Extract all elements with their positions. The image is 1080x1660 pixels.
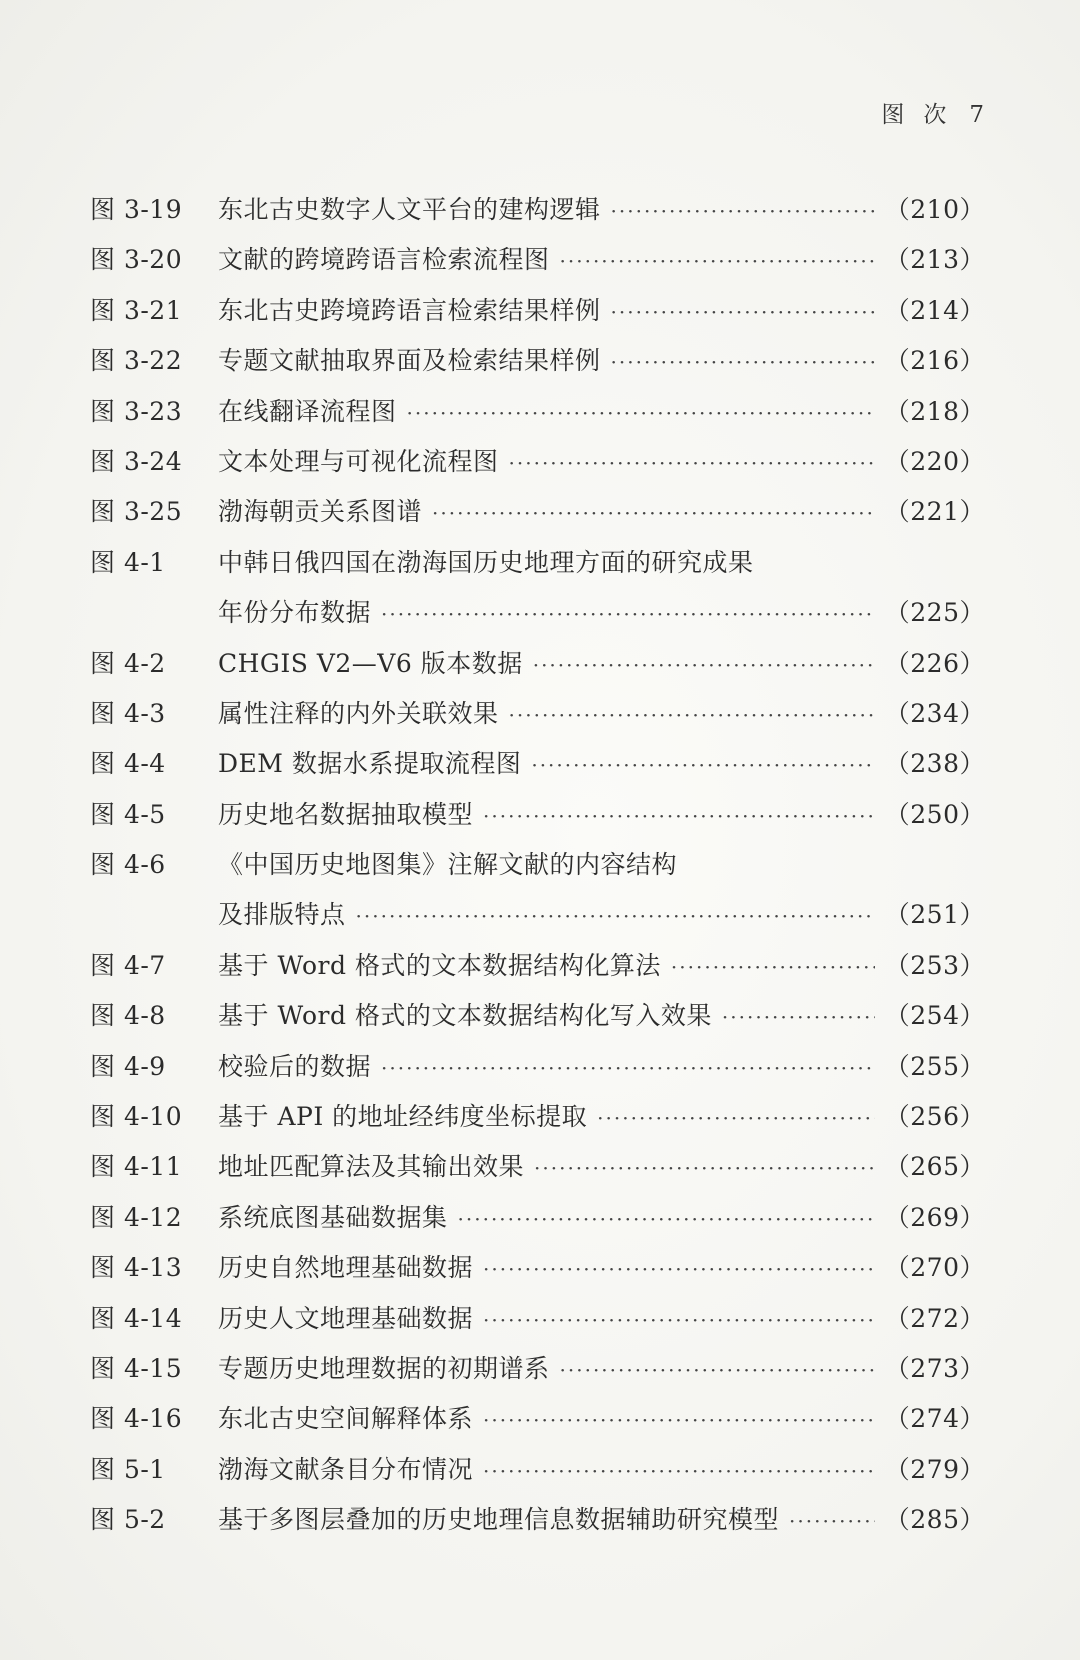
dot-leader [483,1244,875,1294]
figure-label: 图 3-21 [90,295,183,325]
page-reference: （218） [884,396,985,426]
figure-title: 文本处理与可视化流程图 [218,446,499,476]
figure-title: 系统底图基础数据集 [218,1202,448,1232]
figure-title: 在线翻译流程图 [218,396,397,426]
toc-entry[interactable] [90,387,985,437]
page-reference: （279） [884,1454,985,1484]
dot-leader [483,1295,875,1345]
toc-entry[interactable] [90,1042,985,1092]
figure-label: 图 4-1 [90,547,166,577]
toc-entry[interactable] [90,689,985,739]
figure-label: 图 3-24 [90,446,183,476]
page-reference: （251） [884,900,985,930]
figure-label: 图 4-10 [90,1102,183,1132]
page-reference: （213） [884,245,985,275]
toc-entry-line [90,387,985,437]
figure-label: 图 4-2 [90,648,166,678]
running-head-char-2: 次 [923,102,948,128]
figure-title: 基于 Word 格式的文本数据结构化算法 [218,950,661,980]
toc-entry-line [90,840,985,890]
figure-label: 图 3-23 [90,396,183,426]
toc-entry-line [90,286,985,336]
dot-leader [611,186,875,236]
dot-leader [597,1093,875,1143]
toc-entry[interactable] [90,1495,985,1545]
toc-entry[interactable] [90,1445,985,1495]
toc-entry[interactable] [90,487,985,537]
toc-entry[interactable] [90,991,985,1041]
page-reference: （254） [884,1001,985,1031]
dot-leader [483,1395,875,1445]
toc-entry[interactable] [90,840,985,941]
figure-title: 渤海文献条目分布情况 [218,1454,474,1484]
figure-title: 东北古史数字人文平台的建构逻辑 [218,195,601,224]
dot-leader [381,1043,875,1093]
toc-entry[interactable] [90,639,985,689]
toc-entry-line [90,487,985,537]
page-reference: （216） [884,346,985,376]
page-reference: （220） [884,446,985,476]
dot-leader [483,1446,875,1496]
toc-entry[interactable] [90,1294,985,1344]
page-reference: （285） [884,1505,985,1535]
toc-entry[interactable] [90,286,985,336]
toc-entry-line [90,1092,985,1142]
dot-leader [483,791,875,841]
figure-title: CHGIS V2—V6 版本数据 [218,648,523,678]
page-reference: （274） [884,1404,985,1434]
toc-entry-line [90,1495,985,1545]
dot-leader [789,1496,875,1546]
figure-title: 专题文献抽取界面及检索结果样例 [218,346,601,376]
toc-entry[interactable] [90,538,985,639]
figure-title: 属性注释的内外关联效果 [218,698,499,728]
toc-entry[interactable] [90,1193,985,1243]
figure-title: 校验后的数据 [218,1051,372,1081]
page-reference: （273） [884,1353,985,1383]
toc-entry[interactable] [90,235,985,285]
figure-title: 东北古史跨境跨语言检索结果样例 [218,295,601,325]
running-head-char-1: 图 [881,102,906,128]
toc-entry-line [90,336,985,386]
list-of-figures [90,185,985,1546]
toc-entry[interactable] [90,1344,985,1394]
figure-title: 中韩日俄四国在渤海国历史地理方面的研究成果 [218,547,754,577]
figure-label: 图 4-5 [90,799,166,829]
toc-entry[interactable] [90,336,985,386]
figure-label: 图 4-12 [90,1202,183,1232]
figure-title: 基于 Word 格式的文本数据结构化写入效果 [218,1001,712,1031]
figure-label: 图 4-16 [90,1404,183,1434]
page-reference: （255） [884,1051,985,1081]
figure-label: 图 4-15 [90,1353,183,1383]
figure-label: 图 4-8 [90,1001,166,1031]
page-reference: （265） [884,1152,985,1182]
figure-label: 图 4-9 [90,1051,166,1081]
page-reference: （225） [884,598,985,628]
toc-entry-line [90,941,985,991]
page-reference: （250） [884,799,985,829]
dot-leader [722,992,875,1042]
figure-title: 文献的跨境跨语言检索流程图 [218,245,550,275]
dot-leader [533,640,875,690]
toc-entry-line [90,1243,985,1293]
toc-entry[interactable] [90,1142,985,1192]
dot-leader [458,1194,875,1244]
page-reference: （221） [884,497,985,527]
dot-leader [560,1345,875,1395]
toc-entry-line [90,739,985,789]
dot-leader [611,337,875,387]
figure-label: 图 3-25 [90,497,183,527]
figure-label: 图 3-22 [90,346,183,376]
figure-title: 基于 API 的地址经纬度坐标提取 [218,1102,588,1132]
toc-entry-line [90,1042,985,1092]
dot-leader [381,589,875,639]
figure-label: 图 4-3 [90,698,166,728]
toc-entry-line [90,1344,985,1394]
toc-entry-line [90,639,985,689]
dot-leader [611,287,875,337]
toc-entry-line [90,185,985,235]
page-reference: （256） [884,1102,985,1132]
figure-title: 历史自然地理基础数据 [218,1253,474,1283]
figure-title: 专题历史地理数据的初期谱系 [218,1353,550,1383]
page-number: 7 [969,102,985,128]
figure-title: 历史人文地理基础数据 [218,1303,474,1333]
toc-entry[interactable] [90,941,985,991]
toc-entry-line [90,790,985,840]
dot-leader [534,1143,875,1193]
figure-title: DEM 数据水系提取流程图 [218,749,522,779]
figure-title: 渤海朝贡关系图谱 [218,497,423,527]
page-reference: （238） [884,749,985,779]
toc-entry-line [90,235,985,285]
toc-entry-line [90,1294,985,1344]
figure-label: 图 5-1 [90,1454,166,1484]
toc-entry[interactable] [90,739,985,789]
figure-label: 图 4-14 [90,1303,183,1333]
dot-leader [509,438,875,488]
figure-title: 历史地名数据抽取模型 [218,799,474,829]
figure-label: 图 3-20 [90,245,183,275]
figure-label: 图 4-7 [90,950,166,980]
figure-title: 东北古史空间解释体系 [218,1404,474,1434]
figure-title-continued: 年份分布数据 [218,598,372,628]
toc-entry-line [90,1445,985,1495]
toc-entry[interactable] [90,185,985,235]
toc-entry-line [90,588,985,638]
toc-entry[interactable] [90,437,985,487]
figure-title: 基于多图层叠加的历史地理信息数据辅助研究模型 [218,1505,780,1535]
page-reference: （234） [884,698,985,728]
figure-label: 图 4-4 [90,749,166,779]
toc-entry-line [90,1394,985,1444]
figure-label: 图 3-19 [90,195,183,224]
page-reference: （253） [884,950,985,980]
page-reference: （270） [884,1253,985,1283]
page-reference: （272） [884,1303,985,1333]
toc-entry-line [90,689,985,739]
page-reference: （269） [884,1202,985,1232]
figure-label: 图 4-13 [90,1253,183,1283]
toc-entry[interactable] [90,790,985,840]
toc-entry[interactable] [90,1394,985,1444]
figure-label: 图 4-11 [90,1152,183,1182]
dot-leader [509,690,875,740]
figure-title-continued: 及排版特点 [218,900,346,930]
toc-entry-line [90,1193,985,1243]
toc-entry-line [90,991,985,1041]
figure-title: 《中国历史地图集》注解文献的内容结构 [218,850,678,880]
dot-leader [407,388,875,438]
toc-entry[interactable] [90,1243,985,1293]
dot-leader [671,942,875,992]
dot-leader [531,740,874,790]
toc-entry-line [90,1142,985,1192]
running-head [881,96,985,129]
toc-entry[interactable] [90,1092,985,1142]
toc-entry-line [90,538,985,588]
dot-leader [356,891,875,941]
toc-entry-line [90,437,985,487]
page-reference: （214） [884,295,985,325]
toc-entry-line [90,890,985,940]
figure-title: 地址匹配算法及其输出效果 [218,1152,525,1182]
figure-label: 图 4-6 [90,850,166,880]
page-reference: （210） [884,195,985,224]
dot-leader [560,236,875,286]
figure-label: 图 5-2 [90,1505,166,1535]
dot-leader [432,488,875,538]
page-reference: （226） [884,648,985,678]
